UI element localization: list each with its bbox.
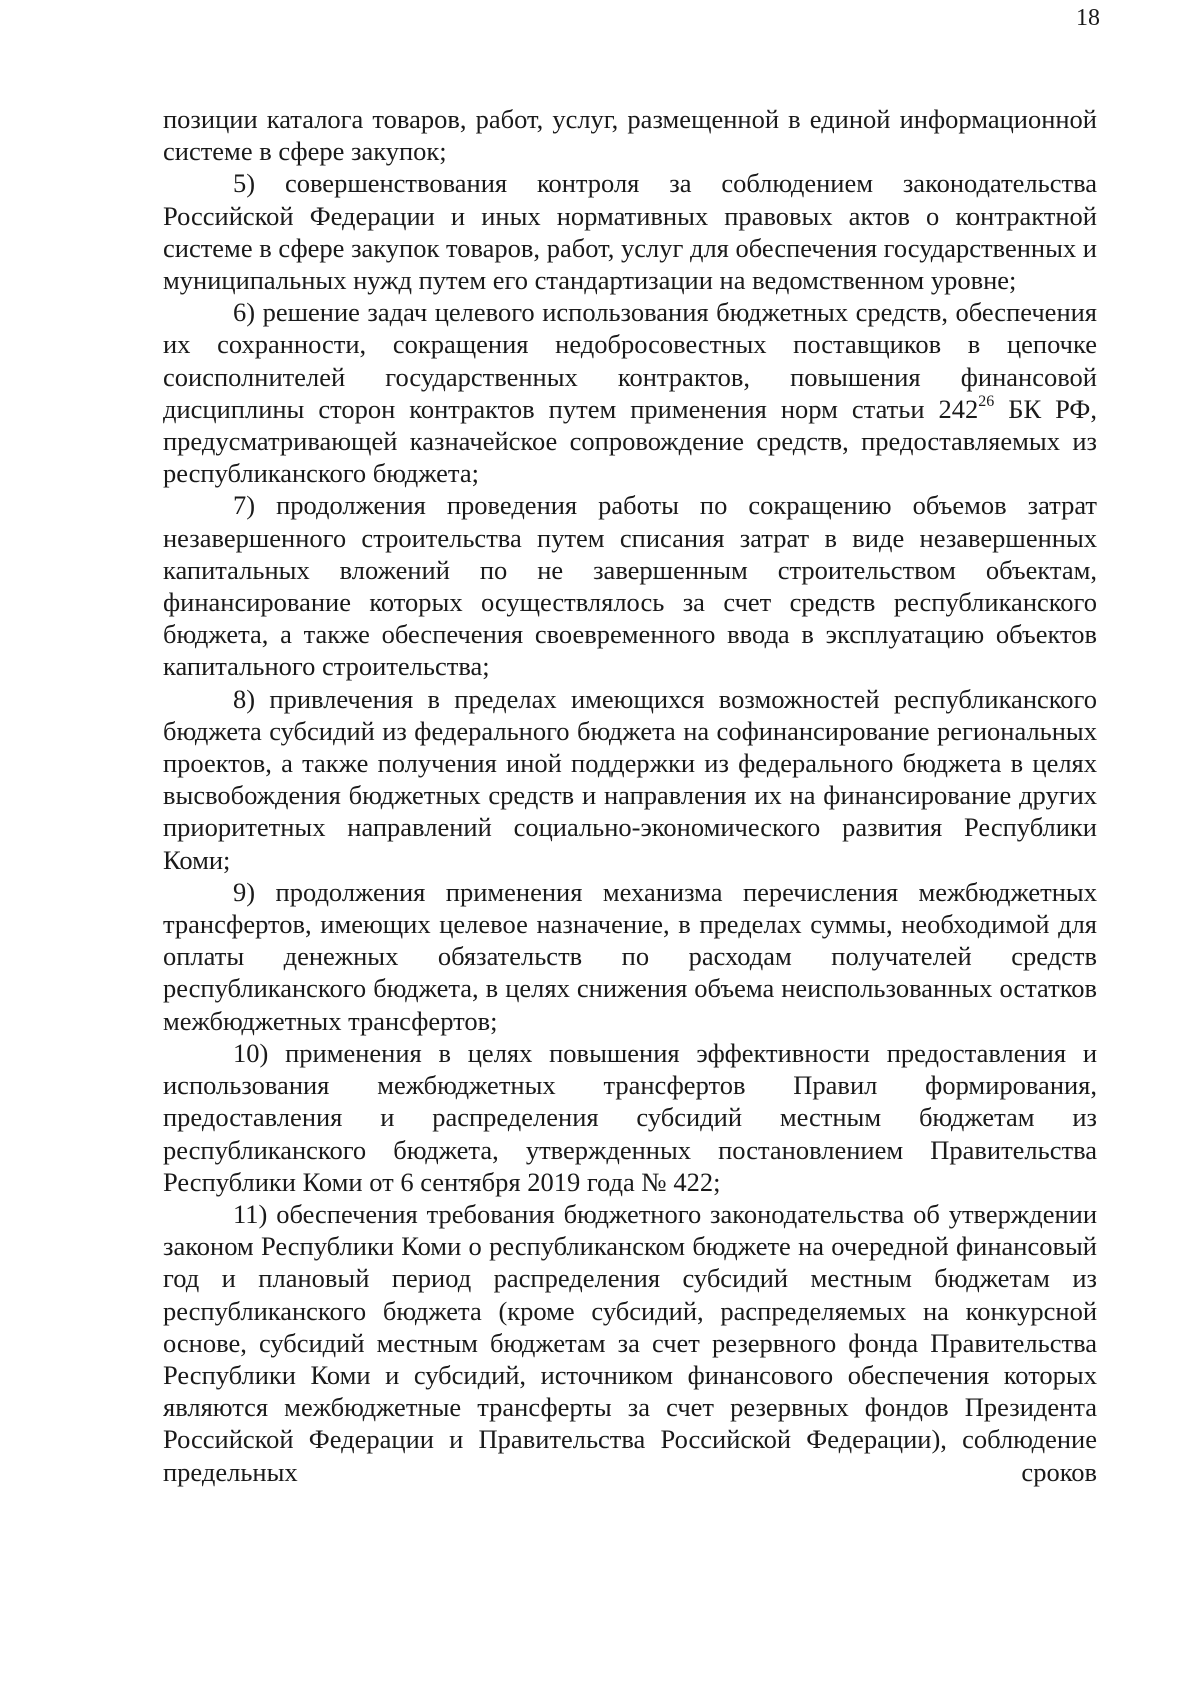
paragraph-item-9: 9) продолжения применения механизма перечисления межбюджетных трансфертов, имеющих целевое назначение, в пределах суммы, необходимой для оплаты денежных обязательств по расходам получателей средств республиканского бюджета, в целях снижения объема неиспользованных остатков межбюджетных трансфертов;: [163, 876, 1097, 1036]
paragraph-item-11: 11) обеспечения требования бюджетного законодательства об утверждении законом Республики Коми о республиканском бюджете на очередной финансовый год и плановый период распределения субсидий местным бюджетам из республиканского бюджета (кроме субсидий, распределяемых на конкурсной основе, субсидий местным бюджетам за счет резервного фонда Правительства Республики Коми и субсидий, источником финансового обеспечения которых являются межбюджетные трансферты за счет резервных фондов Президента Российской Федерации и Правительства Российской Федерации), соблюдение предельных сроков: [163, 1198, 1097, 1487]
paragraph-item-10: 10) применения в целях повышения эффективности предоставления и использования межбюджетных трансфертов Правил формирования, предоставления и распределения субсидий местным бюджетам из республиканского бюджета, утвержденных постановлением Правительства Республики Коми от 6 сентября 2019 года № 422;: [163, 1037, 1097, 1197]
paragraph-continuation: позиции каталога товаров, работ, услуг, размещенной в единой информационной системе в сфере закупок;: [163, 104, 1097, 167]
paragraph-item-7: 7) продолжения проведения работы по сокращению объемов затрат незавершенного строительства путем списания затрат в виде незавершенных капитальных вложений по не завершенным строительством объектам, финансирование которых осуществлялось за счет средств республиканского бюджета, а также обеспечения своевременного ввода в эксплуатацию объектов капитального строительства;: [163, 490, 1097, 682]
paragraph-item-6: [163, 296, 1097, 489]
document-body: [163, 103, 1097, 1488]
paragraph-item-8: 8) привлечения в пределах имеющихся возможностей республиканского бюджета субсидий из федерального бюджета на софинансирование региональных проектов, а также получения иной поддержки из федерального бюджета в целях высвобождения бюджетных средств и направления их на финансирование других приоритетных направлений социально-экономического развития Республики Коми;: [163, 683, 1097, 875]
paragraph-item-6-text-start: 6) решение задач целевого использования бюджетных средств, обеспечения их сохранности, сокращения недобросовестных поставщиков в цепочке соисполнителей государственных контрактов, повышения финансовой дисциплины сторон контрактов путем применения норм статьи 242: [163, 297, 1097, 424]
article-superscript: 26: [978, 393, 995, 410]
paragraph-item-5: 5) совершенствования контроля за соблюдением законодательства Российской Федерации и иных нормативных правовых актов о контрактной системе в сфере закупок товаров, работ, услуг для обеспечения государственных и муниципальных нужд путем его стандартизации на ведомственном уровне;: [163, 168, 1097, 296]
paragraph-item-6-text-end: БК РФ, предусматривающей казначейское сопровождение средств, предоставляемых из республиканского бюджета;: [163, 393, 1097, 489]
page-number: 18: [1076, 5, 1100, 31]
